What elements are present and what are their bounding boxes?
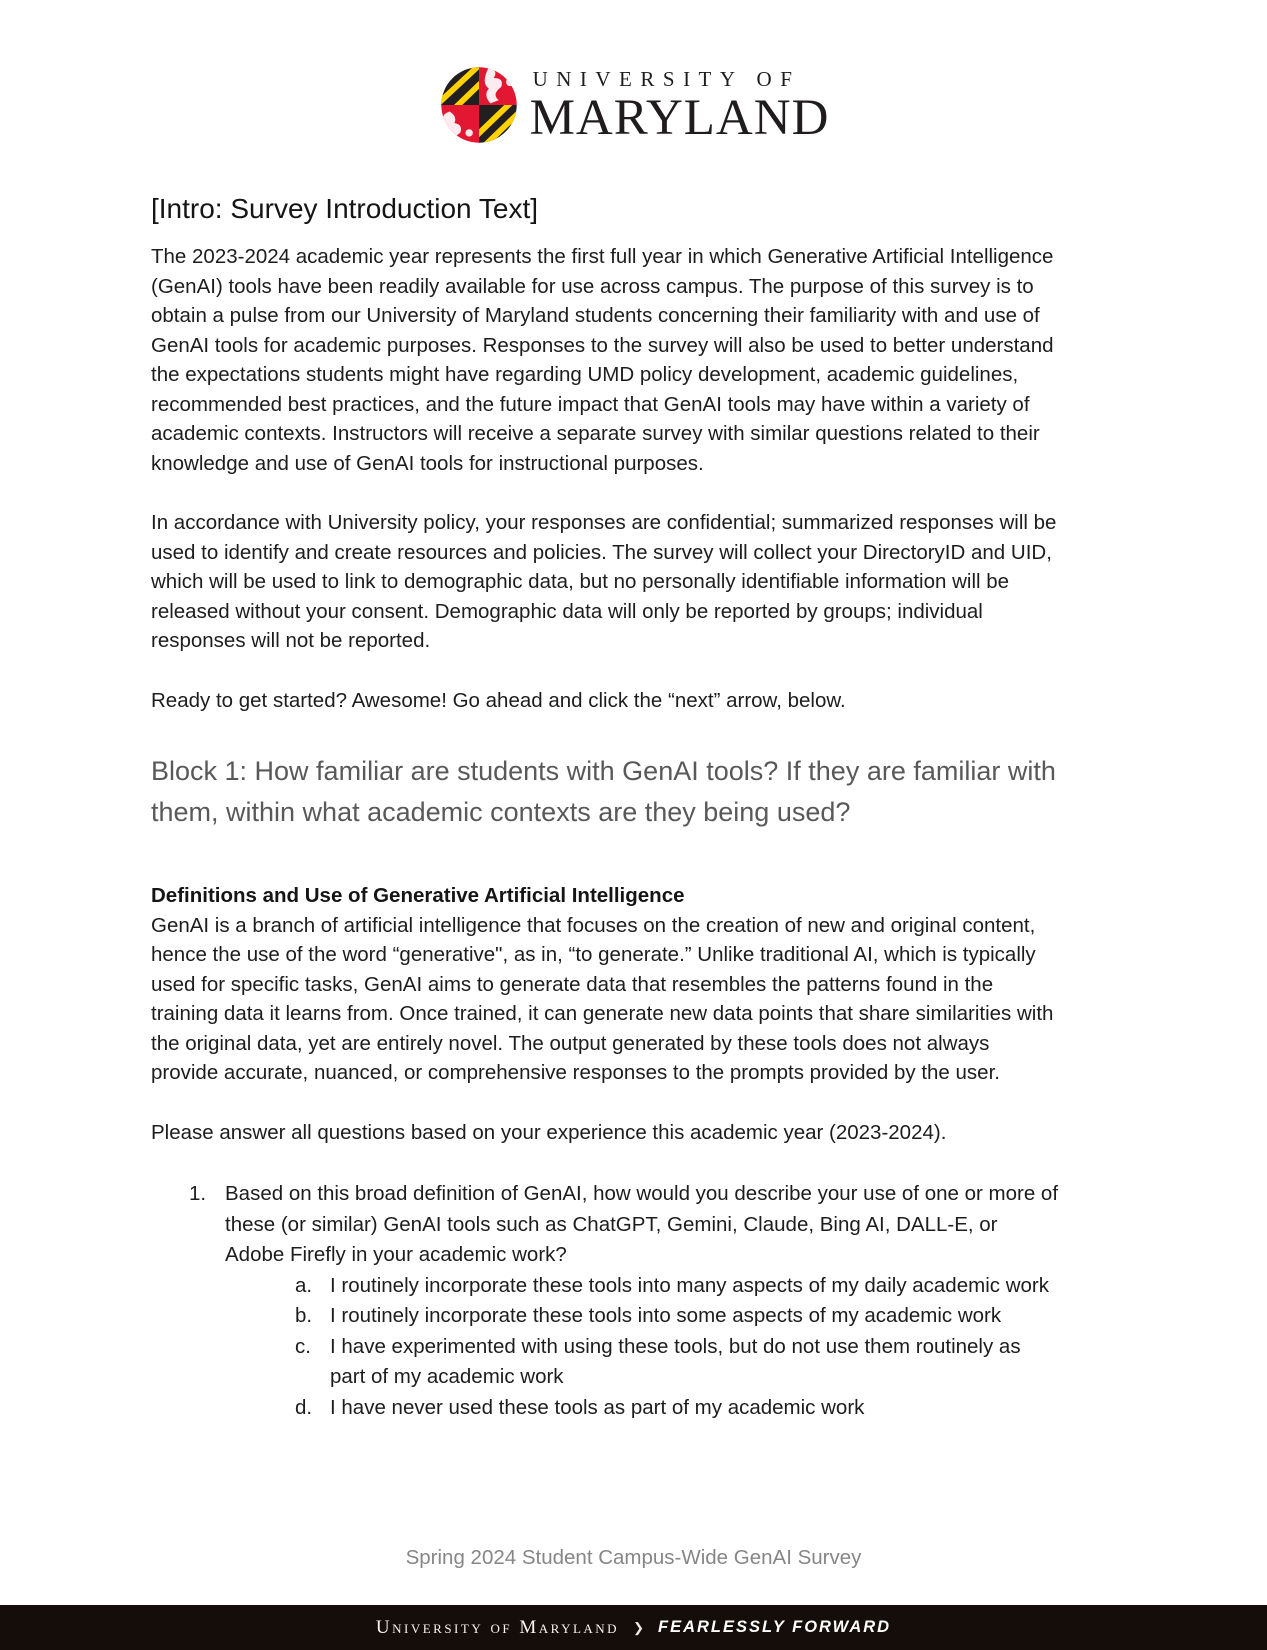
option-a-text: I routinely incorporate these tools into many aspects of my daily academic work [330, 1273, 1049, 1297]
question-1-option-d [151, 1393, 1059, 1424]
page-footer-label: Spring 2024 Student Campus-Wide GenAI Survey [405, 1546, 862, 1569]
document-content [151, 192, 1059, 1423]
option-b-letter: b. [295, 1304, 313, 1327]
option-c-letter: c. [295, 1334, 311, 1358]
logo-university-of: UNIVERSITY OF [532, 66, 801, 91]
option-c-text: I have experimented with using these tools, but do not use them routinely as part of my academic work [330, 1334, 1021, 1388]
question-1-number: 1. [189, 1182, 207, 1205]
intro-paragraph-1: The 2023-2024 academic year represents the first full year in which Generative Artificial Intelligence (GenAI) tools have been readily available for use across campus. The purpose of this survey is to obtain a pulse from our University of Maryland students concerning their familiarity with and use of GenAI tools for academic purposes. Responses to the survey will also be used to better understand the expectations students might have regarding UMD policy development, academic guidelines, recommended best practices, and the future impact that GenAI tools may have within a variety of academic contexts. Instructors will receive a separate survey with similar questions related to their knowledge and use of GenAI tools for instructional purposes. [151, 245, 1054, 475]
option-d-letter: d. [295, 1395, 313, 1419]
logo-maryland: MARYLAND [529, 89, 830, 146]
definitions-body: GenAI is a branch of artificial intelligence that focuses on the creation of new and original content, hence the use of the word “generative", as in, “to generate.” Unlike traditional AI, which is typically used for specific tasks, GenAI aims to generate data that resembles the patterns found in the training data it learns from. Once trained, it can generate new data points that share similarities with the original data, yet are entirely novel. The output generated by these tools does not always provide accurate, nuanced, or comprehensive responses to the prompts provided by the user. [151, 913, 1054, 1084]
umd-logo [0, 64, 1267, 146]
umd-wordmark [530, 67, 830, 144]
intro-paragraph-2: In accordance with University policy, your responses are confidential; summarized responses will be used to identify and create resources and policies. The survey will collect your DirectoryID and UID, which will be used to link to demographic data, but no personally identifiable information will be released without your consent. Demographic data will only be reported by groups; individual responses will not be reported. [151, 511, 1057, 652]
question-1-option-c [151, 1332, 1059, 1393]
question-1-option-a [151, 1271, 1059, 1302]
option-a-letter: a. [295, 1273, 313, 1297]
intro-section-title: [Intro: Survey Introduction Text] [151, 193, 539, 224]
footer-brand-bar [0, 1605, 1267, 1650]
chevron-right-icon: ❯ [633, 1619, 644, 1635]
answer-instruction: Please answer all questions based on your experience this academic year (2023-2024). [151, 1120, 947, 1144]
question-1-option-b [151, 1301, 1059, 1332]
block1-heading: Block 1: How familiar are students with GenAI tools? If they are familiar with them, within what academic contexts are they being used? [151, 756, 1056, 827]
option-d-text: I have never used these tools as part of my academic work [330, 1395, 865, 1419]
question-1-text: Based on this broad definition of GenAI, how would you describe your use of one or more of these (or similar) GenAI tools such as ChatGPT, Gemini, Claude, Bing AI, DALL-E, or Adobe Firefly in your academic work? [225, 1182, 1059, 1266]
definitions-heading: Definitions and Use of Generative Artificial Intelligence [151, 884, 685, 907]
footer-fearlessly-forward: FEARLESSLY FORWARD [657, 1618, 892, 1636]
footer-university-name: University of Maryland [375, 1616, 620, 1638]
intro-paragraph-3: Ready to get started? Awesome! Go ahead and click the “next” arrow, below. [151, 688, 846, 712]
question-1 [151, 1179, 1059, 1271]
umd-globe-logo-icon [438, 64, 520, 146]
option-b-text: I routinely incorporate these tools into some aspects of my academic work [330, 1304, 1002, 1327]
